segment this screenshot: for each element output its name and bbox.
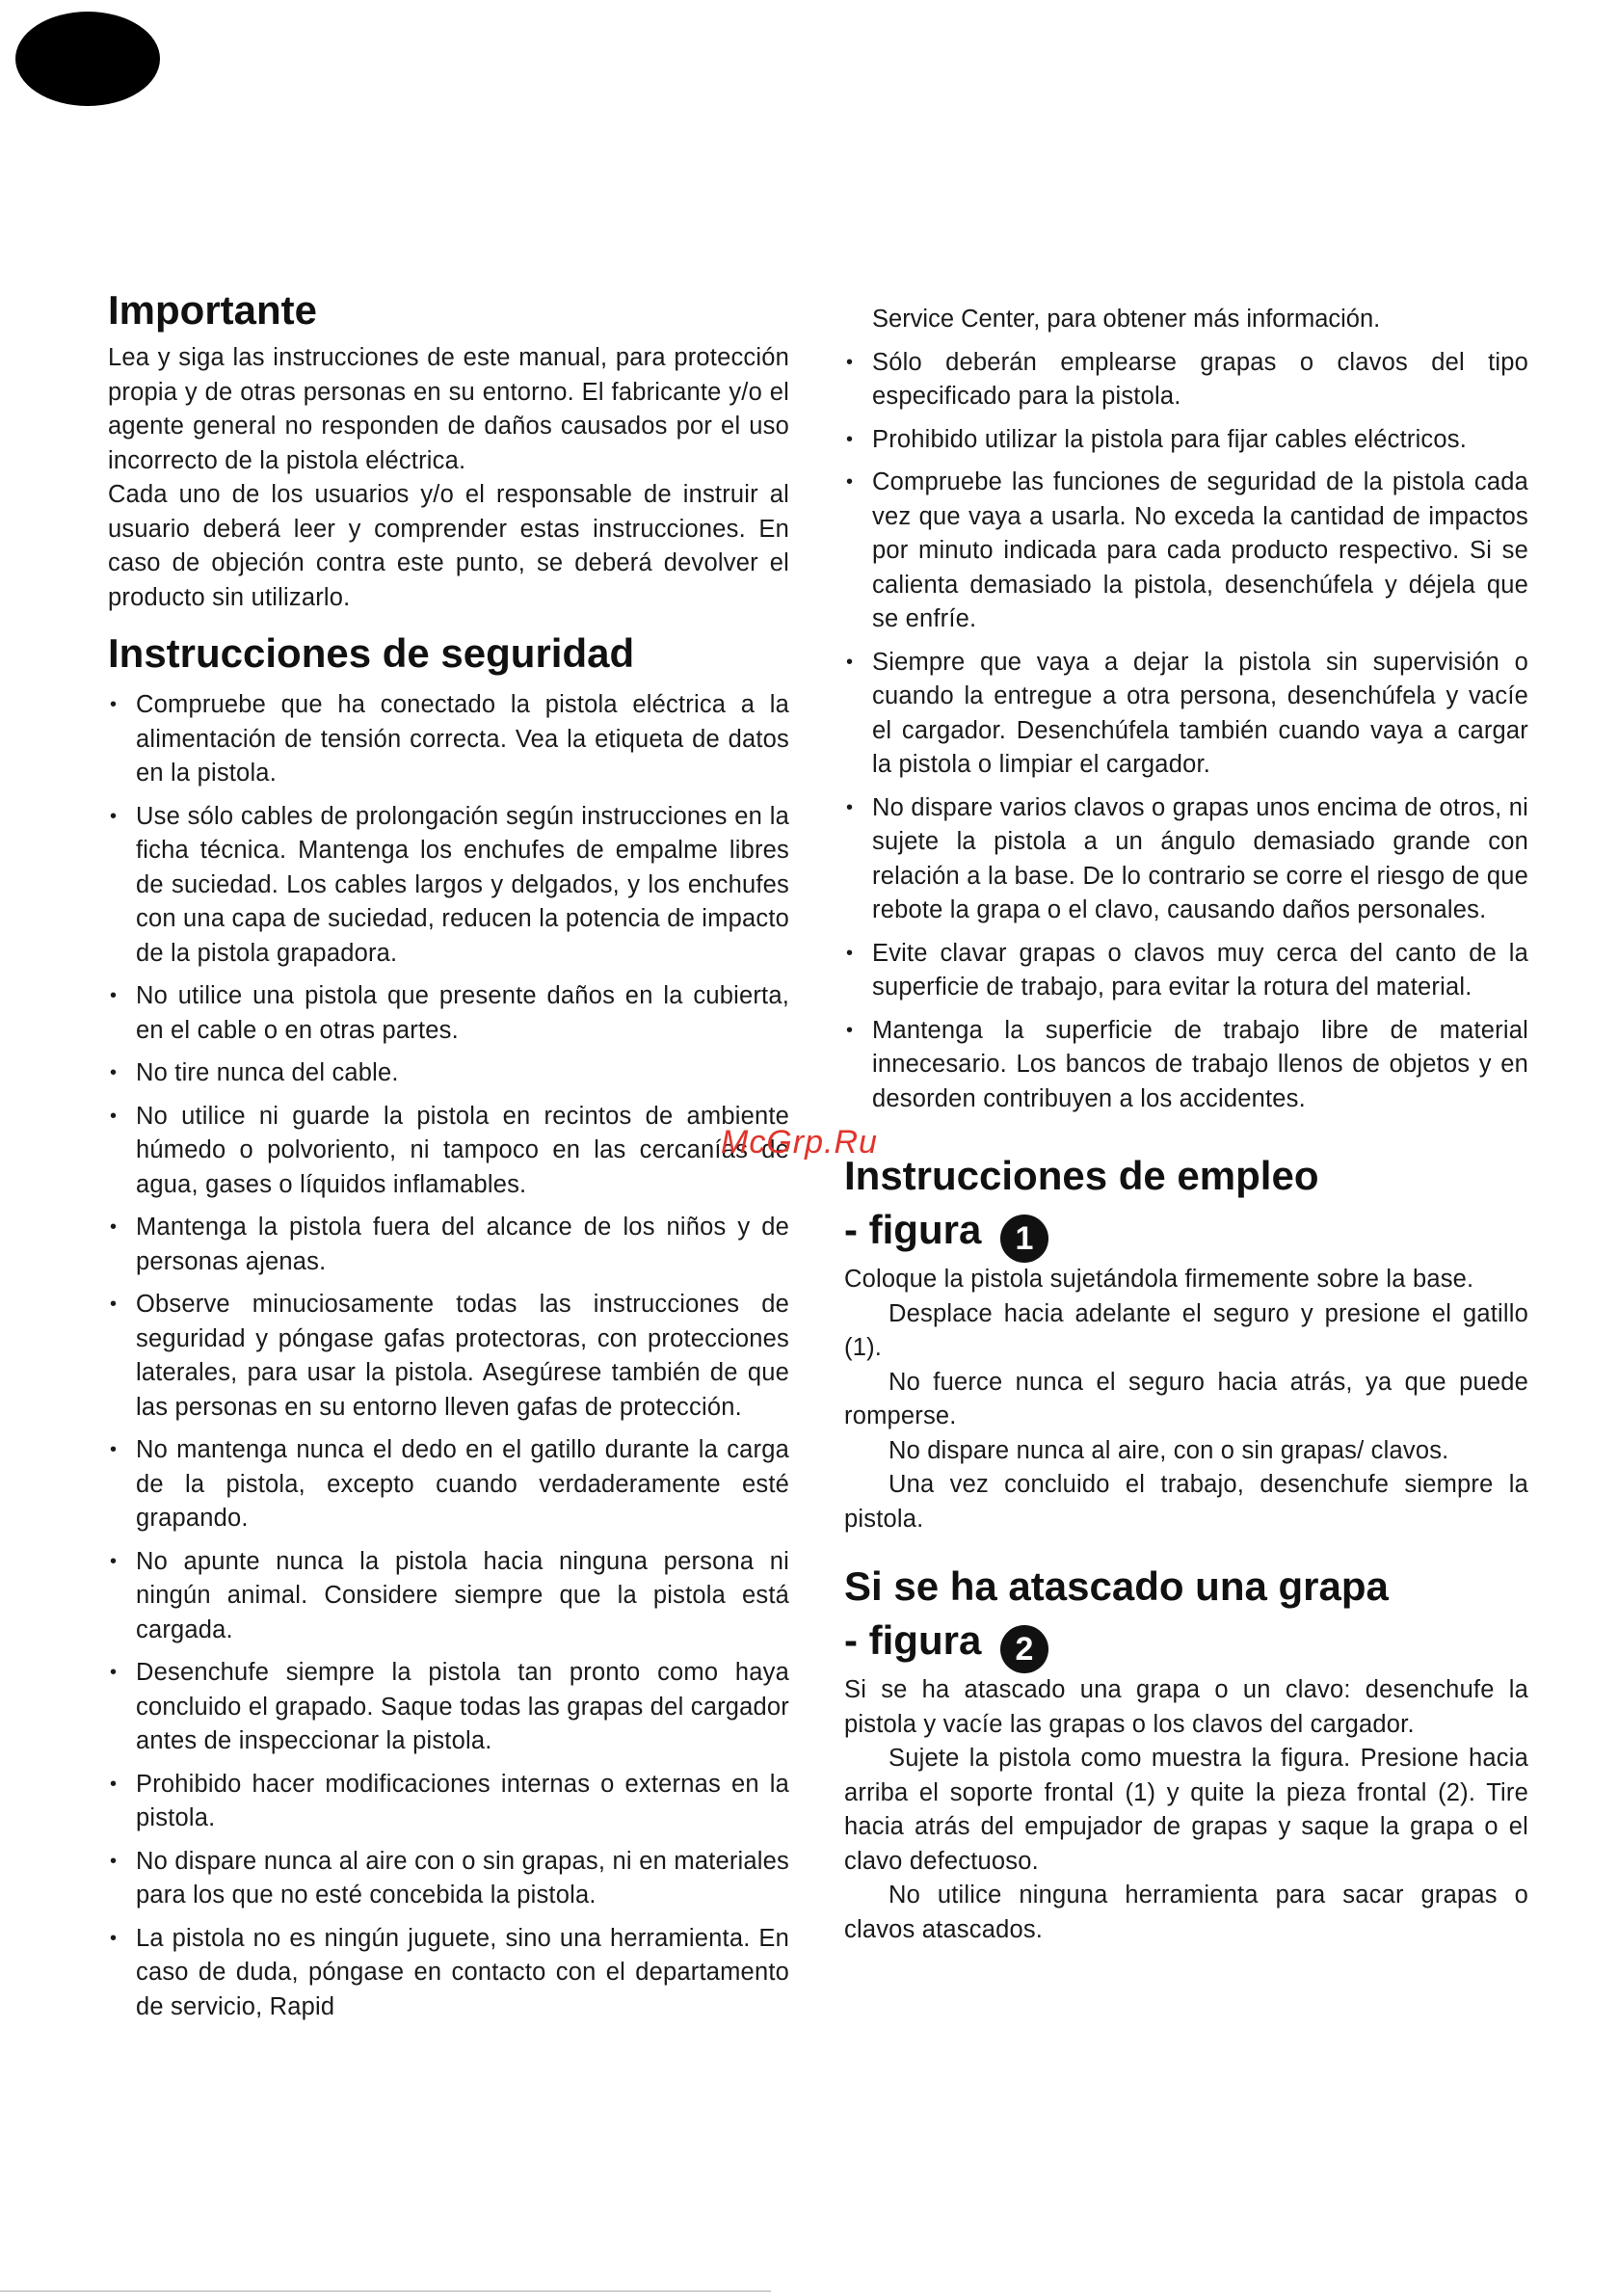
empleo-paragraph: No fuerce nunca el seguro hacia atrás, ya que puede romperse. [844,1368,1528,1429]
list-item-continuation: Service Center, para obtener más información. [872,306,1381,333]
list-item: • Mantenga la pistola fuera del alcance de los niños y de personas ajenas. [108,1211,789,1279]
empleo-section [844,1149,1528,1536]
list-item: • Compruebe las funciones de seguridad de la pistola cada vez que vaya a usarla. No exceda la cantidad de impactos por minuto indicada para cada producto respectivo. Si se calienta demasiado la pistola, desenchúfela y déjela que se enfríe. [844,466,1528,637]
importante-paragraph-1: Lea y siga las instrucciones de este manual, para protección propia y de otras personas en su entorno. El fabricante y/o el agente general no responden de daños causados por el uso incorrecto de la pistola eléctrica. [108,344,789,474]
bullet-icon: • [110,1439,118,1460]
list-item: • No apunte nunca la pistola hacia ninguna persona ni ningún animal. Considere siempre que la pistola está cargada. [108,1545,789,1648]
seguridad-list [108,688,789,2024]
bullet-icon: • [110,1105,118,1127]
bullet-icon: • [846,351,854,373]
bullet-icon: • [110,1773,118,1795]
list-item: • No dispare nunca al aire con o sin grapas, ni en materiales para los que no esté concebida la pistola. [108,1845,789,1913]
importante-heading: Importante [108,287,318,333]
bullet-icon: • [110,1550,118,1572]
atascado-paragraph: Si se ha atascado una grapa o un clavo: desenchufe la pistola y vacíe las grapas o los clavos del cargador. [844,1676,1528,1738]
bullet-icon: • [846,942,854,964]
list-item: • Desenchufe siempre la pistola tan pronto como haya concluido el grapado. Saque todas las grapas del cargador antes de inspeccionar la pistola. [108,1656,789,1759]
list-item: • La pistola no es ningún juguete, sino una herramienta. En caso de duda, póngase en contacto con el departamento de servicio, Rapid [108,1922,789,2025]
bullet-icon: • [110,1927,118,1949]
bullet-icon: • [110,1216,118,1238]
importante-paragraph-2: Cada uno de los usuarios y/o el responsable de instruir al usuario deberá leer y comprender estas instrucciones. En caso de objeción contra este punto, se deberá devolver el producto sin utilizarlo. [108,481,789,611]
bullet-icon: • [110,985,118,1006]
bullet-icon: • [846,471,854,493]
bullet-icon: • [846,1019,854,1041]
list-item: • Prohibido utilizar la pistola para fijar cables eléctricos. [844,423,1528,458]
right-column [844,303,1528,1947]
watermark: McGrp.Ru [721,1124,878,1161]
list-item: • Evite clavar grapas o clavos muy cerca del canto de la superficie de trabajo, para evitar la rotura del material. [844,937,1528,1005]
bullet-icon: • [110,1662,118,1683]
bullet-icon: • [110,694,118,715]
empleo-paragraph: Desplace hacia adelante el seguro y presione el gatillo (1). [844,1299,1528,1361]
page-bottom-line [0,2290,771,2292]
seguridad-list-continued [844,346,1528,1117]
bullet-icon: • [110,1062,118,1083]
figure-2-badge-icon: 2 [1000,1625,1048,1673]
atascado-section [844,1560,1528,1947]
list-item: • Mantenga la superficie de trabajo libre de material innecesario. Los bancos de trabajo llenos de objetos y en desorden contribuyen a los accidentes. [844,1014,1528,1117]
figure-1-badge-icon: 1 [1000,1215,1048,1263]
bullet-icon: • [846,651,854,673]
list-item: • Siempre que vaya a dejar la pistola sin supervisión o cuando la entregue a otra persona, desenchúfela y vacíe el cargador. Desenchúfela también cuando vaya a cargar la pistola o limpiar el cargador. [844,646,1528,783]
list-item: • No dispare varios clavos o grapas unos encima de otros, ni sujete la pistola a un ángulo demasiado grande con relación a la base. De lo contrario se corre el riesgo de que rebote la grapa o el clavo, causando daños personales. [844,791,1528,928]
atascado-heading: Si se ha atascado una grapa - figura 2 [844,1560,1528,1673]
seguridad-heading: Instrucciones de seguridad [108,630,635,676]
bullet-icon: • [110,1294,118,1315]
list-item: • Observe minuciosamente todas las instrucciones de seguridad y póngase gafas protectoras, con protecciones laterales, para usar la pistola. Asegúrese también de que las personas en su entorno lleven gafas de protección. [108,1288,789,1425]
atascado-paragraph: Sujete la pistola como muestra la figura. Presione hacia arriba el soporte frontal (1) y quite la pieza frontal (2). Tire hacia atrás del empujador de grapas y saque la grapa o el clavo defectuoso. [844,1745,1528,1875]
bullet-icon: • [846,796,854,818]
list-item: • Compruebe que ha conectado la pistola eléctrica a la alimentación de tensión correcta. Vea la etiqueta de datos en la pistola. [108,688,789,791]
language-tab-marker [15,12,160,106]
empleo-paragraph: Una vez concluido el trabajo, desenchufe siempre la pistola. [844,1471,1528,1533]
list-item: • Sólo deberán emplearse grapas o clavos del tipo especificado para la pistola. [844,346,1528,414]
bullet-icon: • [110,805,118,827]
bullet-icon: • [110,1850,118,1872]
bullet-icon: • [846,428,854,450]
empleo-heading: Instrucciones de empleo - figura 1 [844,1149,1528,1263]
list-item: • Use sólo cables de prolongación según instrucciones en la ficha técnica. Mantenga los enchufes de empalme libres de suciedad. Los cables largos y delgados, y los enchufes con una capa de suciedad, reducen la potencia de impacto de la pistola grapadora. [108,800,789,972]
empleo-paragraph: No dispare nunca al aire, con o sin grapas/ clavos. [889,1436,1449,1464]
list-item: • No utilice una pistola que presente daños en la cubierta, en el cable o en otras partes. [108,979,789,1048]
list-item: • No tire nunca del cable. [108,1056,789,1091]
list-item: • No mantenga nunca el dedo en el gatillo durante la carga de la pistola, excepto cuando verdaderamente esté grapando. [108,1433,789,1536]
empleo-paragraph: Coloque la pistola sujetándola firmemente sobre la base. [844,1266,1474,1293]
list-item: • Prohibido hacer modificaciones internas o externas en la pistola. [108,1768,789,1836]
left-column [108,285,789,2033]
list-item: • No utilice ni guarde la pistola en recintos de ambiente húmedo o polvoriento, ni tampoco en las cercanías de agua, gases o líquidos inflamables. [108,1100,789,1203]
atascado-paragraph: No utilice ninguna herramienta para sacar grapas o clavos atascados. [844,1882,1528,1943]
